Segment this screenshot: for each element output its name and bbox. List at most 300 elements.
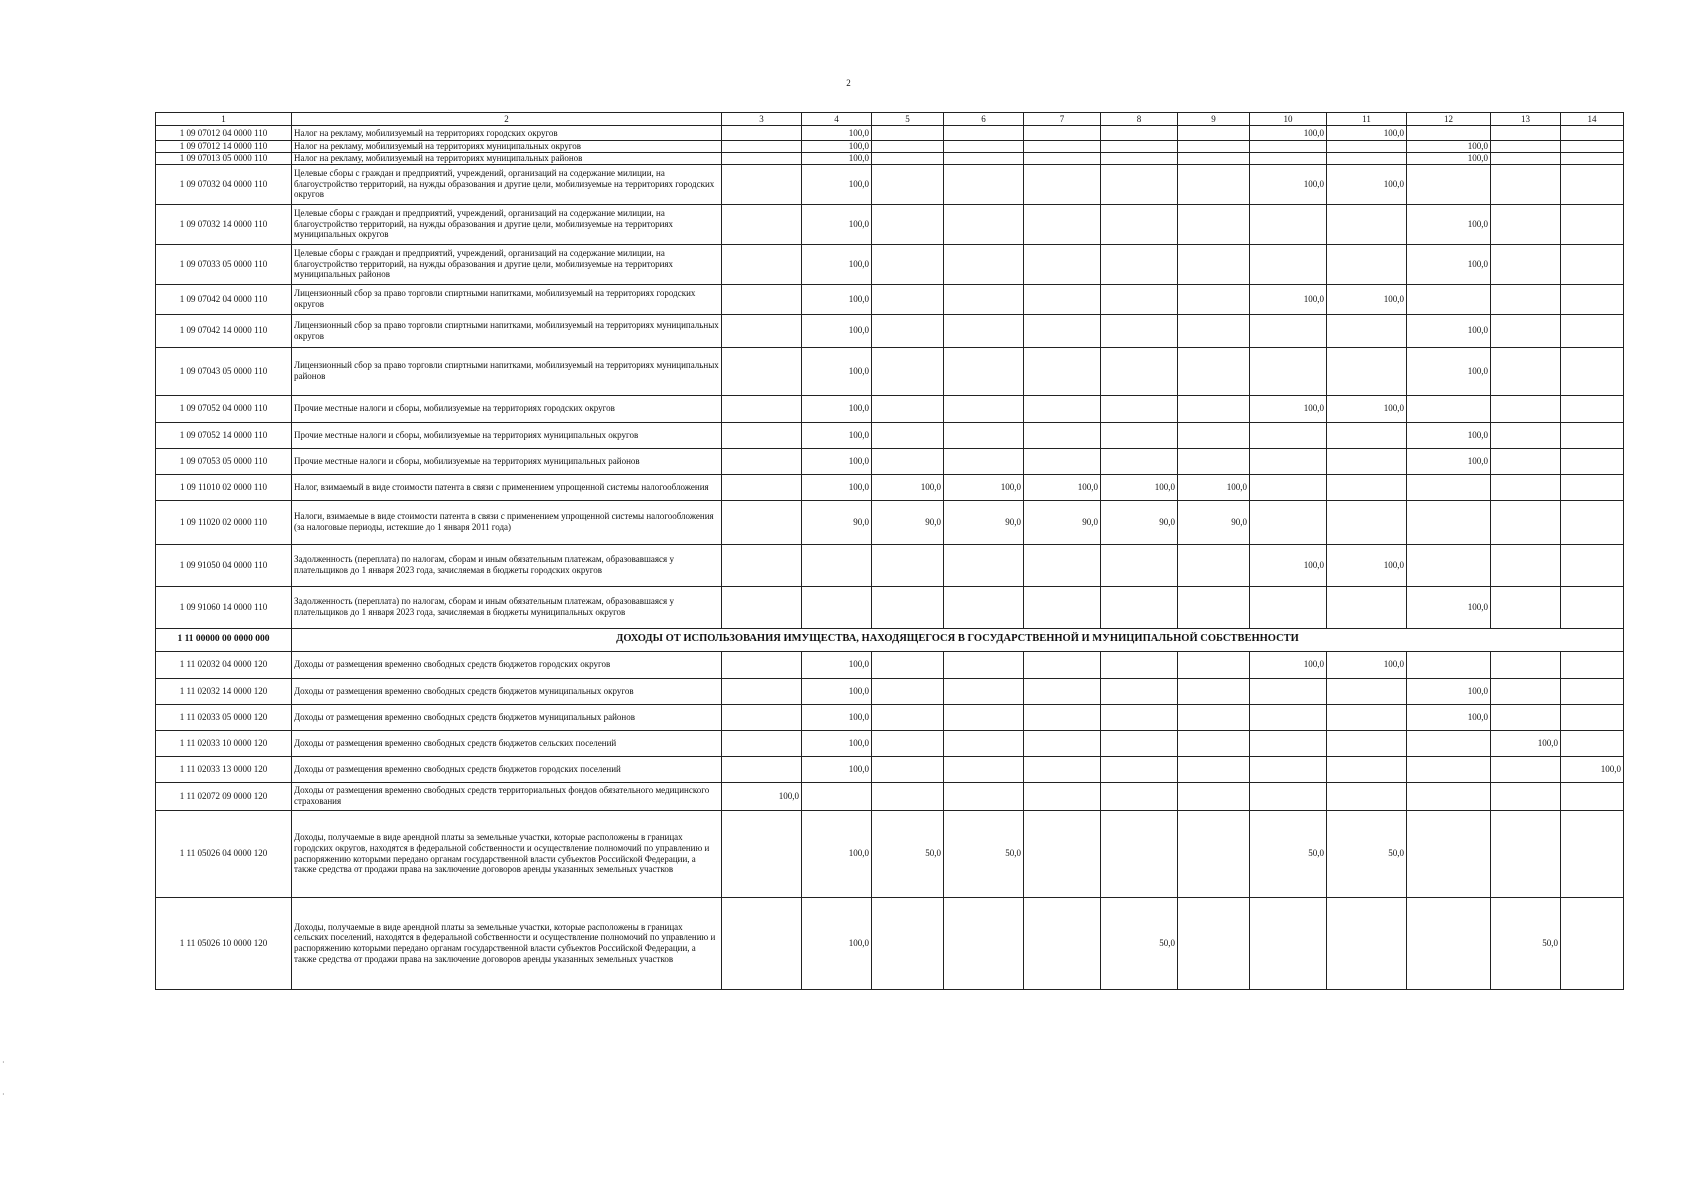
share-percent-cell: [1250, 500, 1327, 544]
share-percent-cell: [1491, 704, 1561, 730]
share-percent-cell: [722, 126, 802, 141]
share-percent-cell: [1250, 347, 1327, 395]
table-row: [156, 204, 1624, 244]
share-percent-cell: [1178, 756, 1250, 782]
share-percent-cell: 100,0: [802, 314, 872, 347]
income-code: 1 09 07042 14 0000 110: [156, 314, 292, 347]
section-row: [156, 628, 1624, 651]
income-name: Прочие местные налоги и сборы, мобилизуемые на территориях муниципальных районов: [292, 448, 722, 474]
table-row: [156, 897, 1624, 989]
share-percent-cell: [1024, 782, 1101, 810]
share-percent-cell: 100,0: [1327, 284, 1407, 314]
share-percent-cell: [1178, 126, 1250, 141]
share-percent-cell: [722, 204, 802, 244]
share-percent-cell: [1250, 586, 1327, 628]
column-header: 5: [872, 113, 944, 126]
share-percent-cell: [1327, 152, 1407, 164]
share-percent-cell: [1101, 126, 1178, 141]
share-percent-cell: 100,0: [1561, 756, 1624, 782]
share-percent-cell: [944, 244, 1024, 284]
income-code: 1 11 02072 09 0000 120: [156, 782, 292, 810]
share-percent-cell: 100,0: [1327, 395, 1407, 422]
share-percent-cell: [1024, 395, 1101, 422]
share-percent-cell: [1101, 586, 1178, 628]
share-percent-cell: 100,0: [802, 651, 872, 678]
share-percent-cell: [872, 141, 944, 153]
share-percent-cell: [944, 152, 1024, 164]
share-percent-cell: [1561, 448, 1624, 474]
share-percent-cell: [944, 756, 1024, 782]
share-percent-cell: [722, 474, 802, 500]
share-percent-cell: [1407, 126, 1491, 141]
share-percent-cell: 100,0: [1327, 651, 1407, 678]
share-percent-cell: [1024, 164, 1101, 204]
share-percent-cell: [1101, 448, 1178, 474]
income-code: 1 09 07012 04 0000 110: [156, 126, 292, 141]
income-code: 1 11 05026 10 0000 120: [156, 897, 292, 989]
share-percent-cell: [1491, 204, 1561, 244]
share-percent-cell: 100,0: [802, 395, 872, 422]
share-percent-cell: [1178, 897, 1250, 989]
share-percent-cell: 100,0: [1327, 164, 1407, 204]
share-percent-cell: [1101, 395, 1178, 422]
column-header: 12: [1407, 113, 1491, 126]
share-percent-cell: [802, 544, 872, 586]
share-percent-cell: [1407, 730, 1491, 756]
share-percent-cell: [944, 204, 1024, 244]
margin-mark: ·: [2, 1058, 5, 1067]
share-percent-cell: [1491, 810, 1561, 897]
share-percent-cell: 100,0: [1407, 152, 1491, 164]
share-percent-cell: [1024, 422, 1101, 448]
share-percent-cell: [1178, 651, 1250, 678]
share-percent-cell: [1491, 422, 1561, 448]
share-percent-cell: [1024, 586, 1101, 628]
share-percent-cell: 100,0: [1250, 395, 1327, 422]
revenue-distribution-table: [155, 112, 1624, 990]
share-percent-cell: 100,0: [1407, 422, 1491, 448]
share-percent-cell: [1491, 164, 1561, 204]
share-percent-cell: [1327, 678, 1407, 704]
share-percent-cell: 100,0: [944, 474, 1024, 500]
income-name: Целевые сборы с граждан и предприятий, учреждений, организаций на содержание милиции, на благоустройство территорий, на нужды образования и другие цели, мобилизуемые на территориях муниципальных округов: [292, 204, 722, 244]
share-percent-cell: 100,0: [1101, 474, 1178, 500]
share-percent-cell: [722, 141, 802, 153]
share-percent-cell: 50,0: [1491, 897, 1561, 989]
share-percent-cell: [1327, 474, 1407, 500]
share-percent-cell: 100,0: [872, 474, 944, 500]
share-percent-cell: 100,0: [802, 810, 872, 897]
share-percent-cell: [722, 897, 802, 989]
share-percent-cell: [1250, 141, 1327, 153]
income-name: Доходы от размещения временно свободных средств бюджетов сельских поселений: [292, 730, 722, 756]
share-percent-cell: [1178, 704, 1250, 730]
share-percent-cell: 90,0: [944, 500, 1024, 544]
table-row: [156, 500, 1624, 544]
share-percent-cell: [944, 141, 1024, 153]
share-percent-cell: [1024, 141, 1101, 153]
column-header: 9: [1178, 113, 1250, 126]
share-percent-cell: [1407, 395, 1491, 422]
share-percent-cell: [1024, 347, 1101, 395]
share-percent-cell: [1561, 730, 1624, 756]
share-percent-cell: [1561, 284, 1624, 314]
share-percent-cell: [944, 448, 1024, 474]
share-percent-cell: 100,0: [1407, 448, 1491, 474]
share-percent-cell: [944, 586, 1024, 628]
share-percent-cell: [872, 314, 944, 347]
margin-mark: ·: [2, 1090, 5, 1099]
share-percent-cell: 100,0: [1250, 544, 1327, 586]
share-percent-cell: 100,0: [1327, 126, 1407, 141]
share-percent-cell: [1491, 782, 1561, 810]
share-percent-cell: [1024, 810, 1101, 897]
share-percent-cell: 100,0: [1491, 730, 1561, 756]
table-row: [156, 244, 1624, 284]
share-percent-cell: [1407, 544, 1491, 586]
share-percent-cell: 100,0: [1250, 284, 1327, 314]
share-percent-cell: 100,0: [802, 422, 872, 448]
share-percent-cell: [1024, 204, 1101, 244]
income-name: Лицензионный сбор за право торговли спиртными напитками, мобилизуемый на территориях муниципальных районов: [292, 347, 722, 395]
share-percent-cell: 100,0: [1250, 651, 1327, 678]
column-header: 3: [722, 113, 802, 126]
share-percent-cell: [802, 586, 872, 628]
share-percent-cell: [1250, 678, 1327, 704]
share-percent-cell: [1407, 164, 1491, 204]
share-percent-cell: [722, 448, 802, 474]
share-percent-cell: 100,0: [802, 897, 872, 989]
share-percent-cell: [944, 782, 1024, 810]
share-percent-cell: 100,0: [1407, 704, 1491, 730]
share-percent-cell: [1327, 347, 1407, 395]
share-percent-cell: [1491, 500, 1561, 544]
table-row: [156, 164, 1624, 204]
share-percent-cell: [872, 756, 944, 782]
column-number-header-row: [156, 113, 1624, 126]
income-code: 1 11 02032 14 0000 120: [156, 678, 292, 704]
share-percent-cell: [1491, 474, 1561, 500]
share-percent-cell: [1561, 651, 1624, 678]
income-name: Лицензионный сбор за право торговли спиртными напитками, мобилизуемый на территориях городских округов: [292, 284, 722, 314]
share-percent-cell: [1101, 651, 1178, 678]
share-percent-cell: 100,0: [802, 204, 872, 244]
income-code: 1 09 07052 04 0000 110: [156, 395, 292, 422]
share-percent-cell: 100,0: [802, 347, 872, 395]
share-percent-cell: 100,0: [1407, 586, 1491, 628]
table-row: [156, 141, 1624, 153]
share-percent-cell: [872, 704, 944, 730]
share-percent-cell: [1024, 244, 1101, 284]
income-code: 1 09 11010 02 0000 110: [156, 474, 292, 500]
share-percent-cell: [1561, 474, 1624, 500]
share-percent-cell: [1327, 244, 1407, 284]
share-percent-cell: [1327, 586, 1407, 628]
share-percent-cell: 100,0: [1407, 244, 1491, 284]
table-row: [156, 586, 1624, 628]
column-header: 8: [1101, 113, 1178, 126]
section-code: 1 11 00000 00 0000 000: [156, 628, 292, 651]
share-percent-cell: [1407, 782, 1491, 810]
share-percent-cell: [944, 730, 1024, 756]
share-percent-cell: [1250, 782, 1327, 810]
share-percent-cell: [1327, 782, 1407, 810]
share-percent-cell: [1491, 586, 1561, 628]
share-percent-cell: [1327, 448, 1407, 474]
share-percent-cell: [1327, 756, 1407, 782]
share-percent-cell: [1327, 314, 1407, 347]
income-name: Доходы, получаемые в виде арендной платы за земельные участки, которые расположены в границах сельских поселений, находятся в федеральной собственности и осуществление полномочий по управлению и распоряжению которыми передано органам государственной власти субъектов Российской Федерации, а также средства от продажи права на заключение договоров аренды указанных земельных участков: [292, 897, 722, 989]
share-percent-cell: [1561, 244, 1624, 284]
income-name: Доходы от размещения временно свободных средств бюджетов муниципальных округов: [292, 678, 722, 704]
share-percent-cell: [872, 164, 944, 204]
share-percent-cell: [1250, 204, 1327, 244]
share-percent-cell: [1491, 651, 1561, 678]
share-percent-cell: [1561, 314, 1624, 347]
share-percent-cell: [1250, 244, 1327, 284]
share-percent-cell: [944, 126, 1024, 141]
column-header: 11: [1327, 113, 1407, 126]
share-percent-cell: [872, 544, 944, 586]
share-percent-cell: 100,0: [802, 448, 872, 474]
share-percent-cell: [1250, 756, 1327, 782]
share-percent-cell: 100,0: [802, 678, 872, 704]
share-percent-cell: [802, 782, 872, 810]
table-body: [156, 126, 1624, 990]
share-percent-cell: [1178, 164, 1250, 204]
table-row: [156, 126, 1624, 141]
share-percent-cell: [722, 244, 802, 284]
share-percent-cell: [1491, 678, 1561, 704]
share-percent-cell: 100,0: [802, 730, 872, 756]
share-percent-cell: [722, 347, 802, 395]
share-percent-cell: [1491, 395, 1561, 422]
table-row: [156, 152, 1624, 164]
share-percent-cell: 100,0: [802, 141, 872, 153]
share-percent-cell: [944, 395, 1024, 422]
table-row: [156, 347, 1624, 395]
income-code: 1 09 07042 04 0000 110: [156, 284, 292, 314]
share-percent-cell: [1327, 204, 1407, 244]
share-percent-cell: 50,0: [872, 810, 944, 897]
share-percent-cell: 100,0: [802, 152, 872, 164]
share-percent-cell: [944, 422, 1024, 448]
share-percent-cell: [1491, 141, 1561, 153]
share-percent-cell: [1561, 152, 1624, 164]
share-percent-cell: 100,0: [1407, 314, 1491, 347]
share-percent-cell: [1024, 284, 1101, 314]
share-percent-cell: [1561, 782, 1624, 810]
share-percent-cell: [1024, 448, 1101, 474]
income-code: 1 11 02033 10 0000 120: [156, 730, 292, 756]
share-percent-cell: [1250, 474, 1327, 500]
share-percent-cell: 100,0: [1178, 474, 1250, 500]
table-row: [156, 284, 1624, 314]
share-percent-cell: [1178, 422, 1250, 448]
income-name: Целевые сборы с граждан и предприятий, учреждений, организаций на содержание милиции, на благоустройство территорий, на нужды образования и другие цели, мобилизуемые на территориях городских округов: [292, 164, 722, 204]
income-name: Целевые сборы с граждан и предприятий, учреждений, организаций на содержание милиции, на благоустройство территорий, на нужды образования и другие цели, мобилизуемые на территориях муниципальных районов: [292, 244, 722, 284]
share-percent-cell: 50,0: [1101, 897, 1178, 989]
share-percent-cell: [1561, 678, 1624, 704]
income-name: Налог на рекламу, мобилизуемый на территориях муниципальных районов: [292, 152, 722, 164]
share-percent-cell: [722, 586, 802, 628]
column-header: 7: [1024, 113, 1101, 126]
share-percent-cell: 100,0: [1407, 347, 1491, 395]
share-percent-cell: [722, 164, 802, 204]
table-row: [156, 474, 1624, 500]
income-name: Лицензионный сбор за право торговли спиртными напитками, мобилизуемый на территориях муниципальных округов: [292, 314, 722, 347]
column-header: 1: [156, 113, 292, 126]
share-percent-cell: 100,0: [802, 756, 872, 782]
share-percent-cell: [1101, 314, 1178, 347]
table-row: [156, 810, 1624, 897]
share-percent-cell: [1101, 141, 1178, 153]
share-percent-cell: [1561, 422, 1624, 448]
share-percent-cell: 100,0: [1024, 474, 1101, 500]
table-row: [156, 782, 1624, 810]
share-percent-cell: [1327, 704, 1407, 730]
page-number: 2: [846, 78, 851, 88]
share-percent-cell: [1327, 141, 1407, 153]
share-percent-cell: [1178, 782, 1250, 810]
income-code: 1 09 07012 14 0000 110: [156, 141, 292, 153]
share-percent-cell: 100,0: [802, 164, 872, 204]
share-percent-cell: [1101, 704, 1178, 730]
share-percent-cell: [1101, 782, 1178, 810]
income-name: Прочие местные налоги и сборы, мобилизуемые на территориях городских округов: [292, 395, 722, 422]
income-name: Доходы от размещения временно свободных средств бюджетов городских округов: [292, 651, 722, 678]
share-percent-cell: [1101, 422, 1178, 448]
share-percent-cell: [872, 204, 944, 244]
share-percent-cell: [1561, 347, 1624, 395]
share-percent-cell: [1407, 500, 1491, 544]
share-percent-cell: [1561, 126, 1624, 141]
share-percent-cell: [944, 164, 1024, 204]
share-percent-cell: [1407, 756, 1491, 782]
share-percent-cell: 100,0: [802, 284, 872, 314]
share-percent-cell: [1024, 651, 1101, 678]
share-percent-cell: 100,0: [1327, 544, 1407, 586]
share-percent-cell: [1491, 314, 1561, 347]
share-percent-cell: [1491, 544, 1561, 586]
share-percent-cell: [1407, 474, 1491, 500]
share-percent-cell: 50,0: [1327, 810, 1407, 897]
share-percent-cell: [1178, 347, 1250, 395]
share-percent-cell: [944, 651, 1024, 678]
share-percent-cell: [722, 152, 802, 164]
share-percent-cell: [722, 284, 802, 314]
section-title: ДОХОДЫ ОТ ИСПОЛЬЗОВАНИЯ ИМУЩЕСТВА, НАХОДЯЩЕГОСЯ В ГОСУДАРСТВЕННОЙ И МУНИЦИПАЛЬНОЙ СОБСТВЕННОСТИ: [292, 628, 1624, 651]
income-code: 1 09 07032 14 0000 110: [156, 204, 292, 244]
income-name: Задолженность (переплата) по налогам, сборам и иным обязательным платежам, образовавшаяся у плательщиков до 1 января 2023 года, зачисляемая в бюджеты городских округов: [292, 544, 722, 586]
share-percent-cell: [1491, 347, 1561, 395]
share-percent-cell: [1327, 422, 1407, 448]
column-header: 10: [1250, 113, 1327, 126]
share-percent-cell: [1024, 126, 1101, 141]
share-percent-cell: [1561, 164, 1624, 204]
share-percent-cell: [872, 152, 944, 164]
share-percent-cell: [722, 314, 802, 347]
share-percent-cell: [722, 810, 802, 897]
share-percent-cell: [1327, 730, 1407, 756]
share-percent-cell: [1491, 126, 1561, 141]
table-row: [156, 730, 1624, 756]
share-percent-cell: 100,0: [802, 126, 872, 141]
share-percent-cell: [872, 347, 944, 395]
share-percent-cell: [722, 395, 802, 422]
share-percent-cell: [1178, 204, 1250, 244]
share-percent-cell: [1561, 395, 1624, 422]
share-percent-cell: [722, 544, 802, 586]
table-row: [156, 395, 1624, 422]
share-percent-cell: [1178, 730, 1250, 756]
share-percent-cell: [1101, 244, 1178, 284]
share-percent-cell: [1491, 448, 1561, 474]
table-row: [156, 422, 1624, 448]
share-percent-cell: [872, 678, 944, 704]
share-percent-cell: 90,0: [1024, 500, 1101, 544]
income-code: 1 09 11020 02 0000 110: [156, 500, 292, 544]
share-percent-cell: [1101, 810, 1178, 897]
share-percent-cell: 100,0: [1407, 204, 1491, 244]
share-percent-cell: [1178, 314, 1250, 347]
share-percent-cell: [1178, 284, 1250, 314]
income-name: Доходы от размещения временно свободных средств бюджетов муниципальных районов: [292, 704, 722, 730]
share-percent-cell: [944, 284, 1024, 314]
share-percent-cell: [1250, 897, 1327, 989]
table-row: [156, 544, 1624, 586]
share-percent-cell: [722, 500, 802, 544]
share-percent-cell: [1491, 756, 1561, 782]
share-percent-cell: [1178, 395, 1250, 422]
table-row: [156, 448, 1624, 474]
share-percent-cell: 90,0: [802, 500, 872, 544]
income-code: 1 09 91050 04 0000 110: [156, 544, 292, 586]
share-percent-cell: [1101, 347, 1178, 395]
share-percent-cell: [1561, 897, 1624, 989]
share-percent-cell: [1250, 704, 1327, 730]
income-code: 1 11 02032 04 0000 120: [156, 651, 292, 678]
share-percent-cell: [1250, 314, 1327, 347]
share-percent-cell: [1250, 448, 1327, 474]
income-name: Налог, взимаемый в виде стоимости патента в связи с применением упрощенной системы налогообложения: [292, 474, 722, 500]
share-percent-cell: [722, 704, 802, 730]
share-percent-cell: [944, 314, 1024, 347]
share-percent-cell: [1178, 586, 1250, 628]
share-percent-cell: [1101, 730, 1178, 756]
income-name: Доходы от размещения временно свободных средств бюджетов городских поселений: [292, 756, 722, 782]
share-percent-cell: [872, 244, 944, 284]
table-row: [156, 704, 1624, 730]
share-percent-cell: [872, 586, 944, 628]
share-percent-cell: [872, 422, 944, 448]
share-percent-cell: [1178, 244, 1250, 284]
share-percent-cell: 100,0: [802, 474, 872, 500]
share-percent-cell: [872, 651, 944, 678]
share-percent-cell: [1178, 448, 1250, 474]
income-code: 1 09 07013 05 0000 110: [156, 152, 292, 164]
share-percent-cell: [1178, 810, 1250, 897]
share-percent-cell: [1250, 730, 1327, 756]
table-row: [156, 314, 1624, 347]
share-percent-cell: [1024, 152, 1101, 164]
income-code: 1 09 07043 05 0000 110: [156, 347, 292, 395]
share-percent-cell: [1491, 244, 1561, 284]
share-percent-cell: [1250, 152, 1327, 164]
share-percent-cell: [1024, 704, 1101, 730]
share-percent-cell: [1327, 897, 1407, 989]
table-row: [156, 678, 1624, 704]
